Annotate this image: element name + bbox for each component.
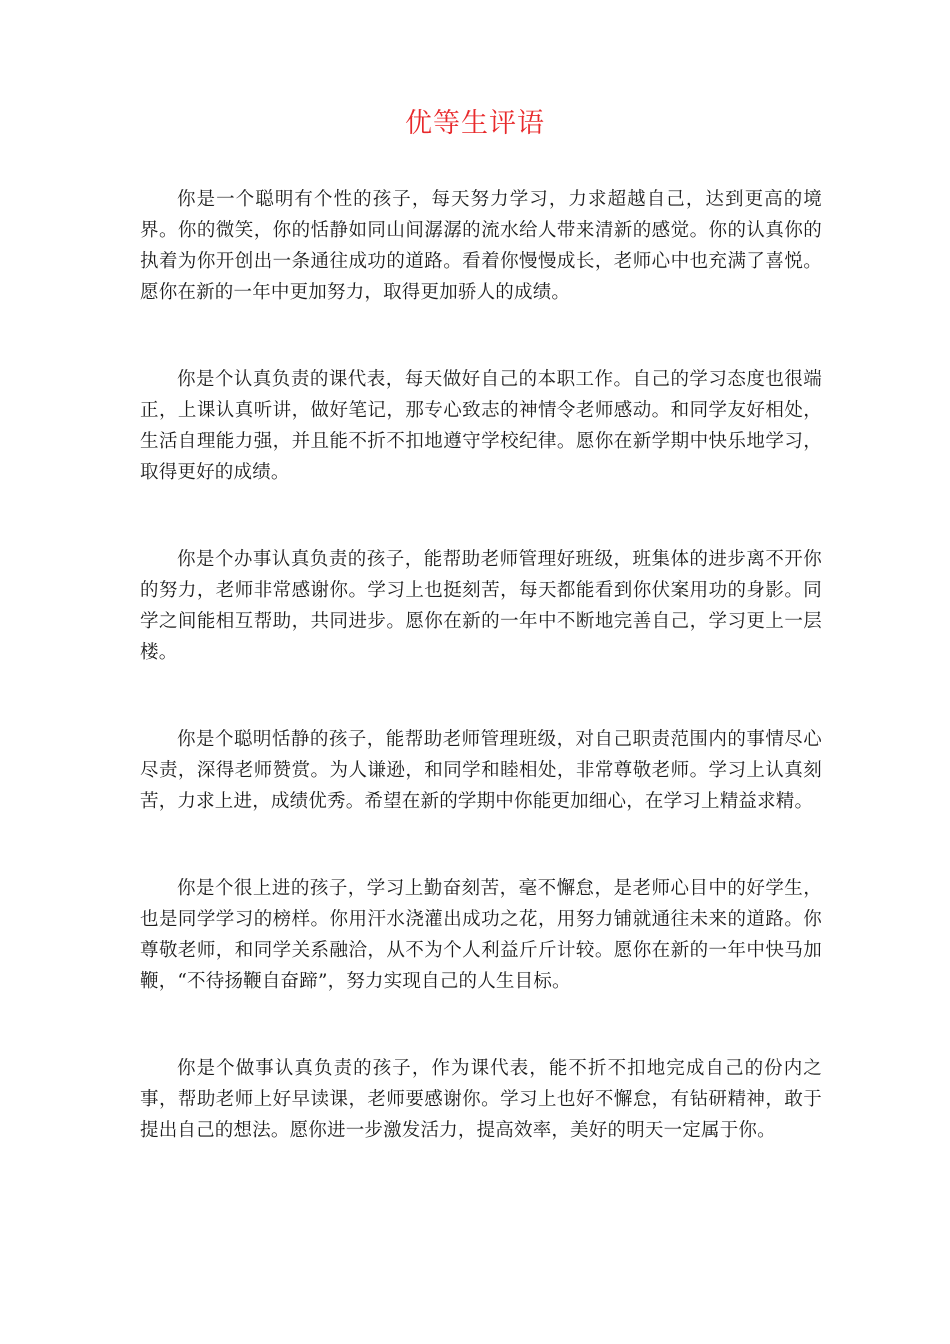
comment-paragraph-3: 你是个办事认真负责的孩子，能帮助老师管理好班级，班集体的进步离不开你的努力，老师非常感谢你。学习上也挺刻苦，每天都能看到你伏案用功的身影。同学之间能相互帮助，共同进步。愿你在新的一年中不断地完善自己，学习更上一层楼。 xyxy=(140,549,822,663)
comment-paragraph-4: 你是个聪明恬静的孩子，能帮助老师管理班级，对自己职责范围内的事情尽心尽责，深得老师赞赏。为人谦逊，和同学和睦相处，非常尊敬老师。学习上认真刻苦，力求上进，成绩优秀。希望在新的学期中你能更加细心，在学习上精益求精。 xyxy=(140,729,822,812)
comment-paragraph-6: 你是个做事认真负责的孩子，作为课代表，能不折不扣地完成自己的份内之事，帮助老师上好早读课，老师要感谢你。学习上也好不懈怠，有钻研精神，敢于提出自己的想法。愿你进一步激发活力，提高效率，美好的明天一定属于你。 xyxy=(140,1058,822,1141)
comment-paragraph-5: 你是个很上进的孩子，学习上勤奋刻苦，毫不懈怠，是老师心目中的好学生，也是同学学习的榜样。你用汗水浇灌出成功之花，用努力铺就通往未来的道路。你尊敬老师，和同学关系融洽，从不为个人利益斤斤计较。愿你在新的一年中快马加鞭，“不待扬鞭自奋蹄”，努力实现自己的人生目标。 xyxy=(140,878,822,992)
comment-paragraph-1: 你是一个聪明有个性的孩子，每天努力学习，力求超越自己，达到更高的境界。你的微笑，你的恬静如同山间潺潺的流水给人带来清新的感觉。你的认真你的执着为你开创出一条通往成功的道路。看着你慢慢成长，老师心中也充满了喜悦。愿你在新的一年中更加努力，取得更加骄人的成绩。 xyxy=(140,189,822,303)
document-body xyxy=(140,184,822,1202)
comment-paragraph-2: 你是个认真负责的课代表，每天做好自己的本职工作。自己的学习态度也很端正，上课认真听讲，做好笔记，那专心致志的神情令老师感动。和同学友好相处，生活自理能力强，并且能不折不扣地遵守学校纪律。愿你在新学期中快乐地学习，取得更好的成绩。 xyxy=(140,369,822,483)
document-title: 优等生评语 xyxy=(405,108,545,139)
